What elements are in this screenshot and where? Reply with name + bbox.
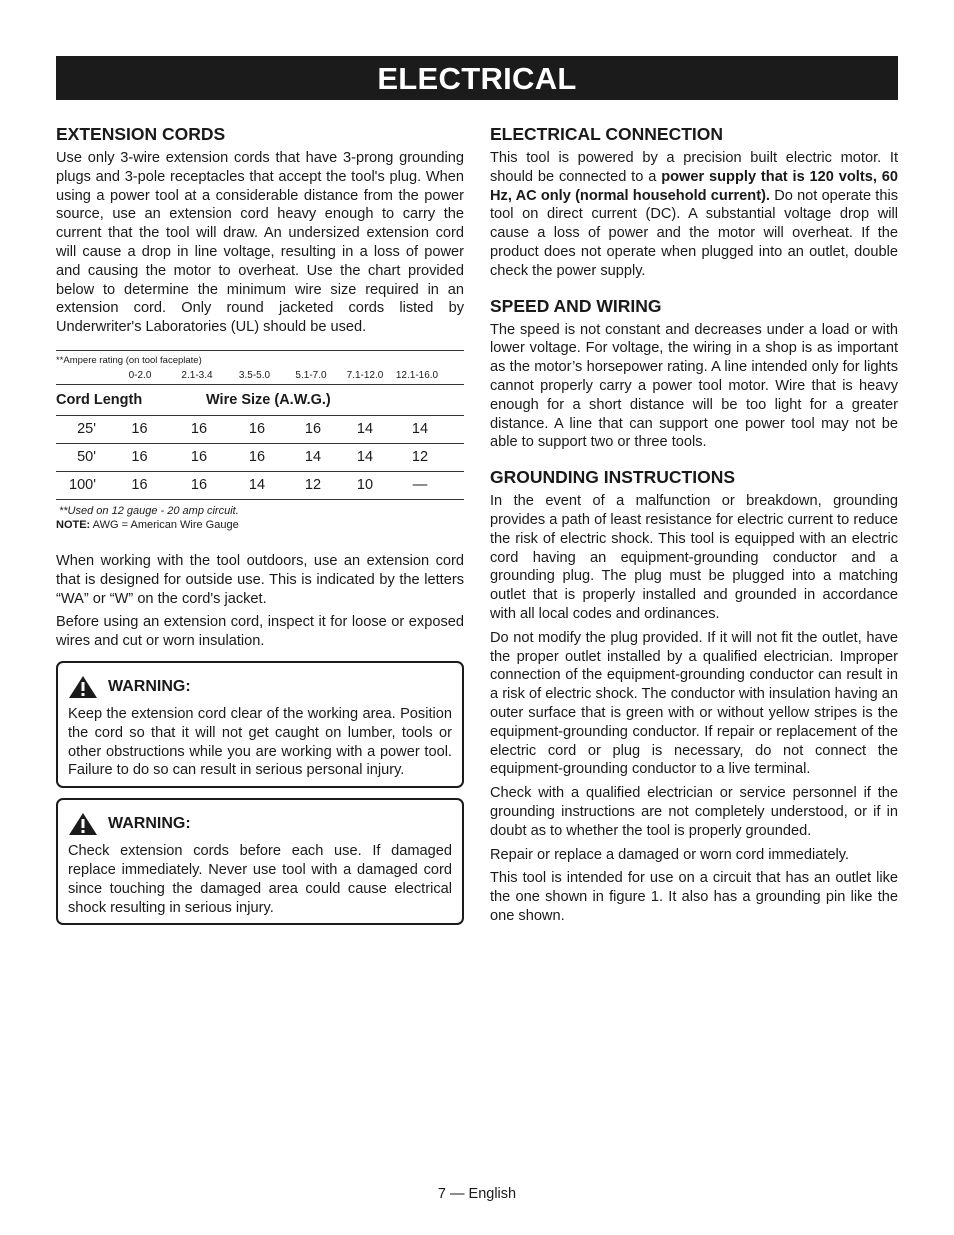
- right-column: [490, 123, 898, 931]
- note-label: NOTE:: [56, 518, 91, 531]
- extension-cords-paragraph: Use only 3-wire extension cords that have 3-prong grounding plugs and 3-pole receptacles that accept the tool's plug. When using a power tool at a considerable distance from the power source, use an extension cord heavy enough to carry the current that the tool will draw. An undersized extension cord will cause a drop in line voltage, resulting in a loss of power and causing the motor to overheat. Use the chart provided below to determine the minimum wire size required in an extension cord. Only round jacketed cords listed by Underwriter's Laboratories (UL) should be used.: [56, 150, 464, 336]
- grounding-paragraph: In the event of a malfunction or breakdown, grounding provides a path of least resistance for electric current to reduce the risk of electric shock. This tool is equipped with an electric cord having an equipment-grounding conductor and a grounding plug. The plug must be plugged into a matching outlet that is properly installed and grounded in accordance with all local codes and ordinances.: [490, 493, 898, 622]
- section-banner: [56, 56, 898, 100]
- grounding-paragraph: Repair or replace a damaged or worn cord immediately.: [490, 846, 850, 863]
- ampere-rating-note: **Ampere rating (on tool faceplate): [56, 354, 202, 366]
- table-row: [56, 472, 464, 500]
- table-header-row: [56, 384, 464, 416]
- table-cell: 25': [77, 421, 96, 438]
- grounding-heading: GROUNDING INSTRUCTIONS: [490, 467, 735, 488]
- table-cell: —: [412, 477, 428, 494]
- table-cell: 16: [190, 421, 208, 438]
- table-cell: 16: [131, 421, 148, 438]
- table-cell: 16: [190, 449, 208, 466]
- table-cell: 16: [131, 449, 148, 466]
- warning-text: Check extension cords before each use. If damaged replace immediately. Never use tool with a damaged cord since touching the damaged area could cause electrical shock resulting in serious injury.: [68, 843, 452, 916]
- cord-length-header: Cord Length: [56, 391, 143, 408]
- ampere-range: 2.1-3.4: [181, 369, 213, 381]
- table-cell: 14: [304, 449, 322, 466]
- warning-label: WARNING:: [108, 815, 191, 833]
- table-cell: 16: [248, 421, 266, 438]
- warning-label: WARNING:: [108, 677, 191, 695]
- table-cell: 10: [356, 477, 374, 494]
- wire-size-table: [56, 350, 464, 532]
- warning-triangle-icon: [68, 812, 98, 836]
- table-note: [56, 518, 464, 532]
- power-supply-requirement: power supply that is 120 volts, 60 Hz, AC only (normal household current).: [490, 168, 898, 204]
- connection-text: Do not operate this tool on direct current (DC). A substantial voltage drop will cause a loss of power and the motor will overheat. If the product does not operate when plugged into an outlet, double check the power supply.: [490, 187, 898, 279]
- table-row: [56, 416, 464, 444]
- table-cell: 14: [356, 421, 374, 438]
- ampere-range: 3.5-5.0: [238, 369, 271, 381]
- table-footnote: **Used on 12 gauge - 20 amp circuit.: [59, 504, 239, 517]
- table-cell: 100': [69, 477, 96, 494]
- wire-size-header: Wire Size (A.W.G.): [206, 391, 331, 408]
- outdoor-use-paragraph: When working with the tool outdoors, use an extension cord that is designed for outside use. This is indicated by the letters “WA” or “W” on the cord's jacket.: [56, 552, 464, 607]
- warning-box-1: [56, 661, 464, 788]
- table-cell: 50': [77, 449, 96, 466]
- connection-text: This tool is powered by a precision built electric motor. It should be connected to a: [490, 150, 898, 185]
- inspect-cord-paragraph: Before using an extension cord, inspect it for loose or exposed wires and cut or worn insulation.: [56, 614, 464, 650]
- table-cell: 12: [304, 477, 322, 494]
- grounding-paragraph: This tool is intended for use on a circuit that has an outlet like the one shown in figure 1. It also has a grounding pin like the one shown.: [490, 870, 898, 924]
- electrical-connection-paragraph: [490, 149, 898, 281]
- speed-wiring-paragraph: The speed is not constant and decreases under a load or with lower voltage. For voltage, the wiring in a shop is as important as the motor’s horsepower rating. A line intended only for lights cannot properly carry a power tool motor. Wire that is heavy enough for a short distance will be too light for a greater distance. A line that can support one power tool may not be able to support two or three tools.: [490, 321, 898, 451]
- note-text: AWG = American Wire Gauge: [90, 518, 239, 531]
- table-cell: 14: [248, 477, 266, 494]
- table-cell: 12: [411, 449, 429, 466]
- table-cell: 16: [190, 477, 208, 494]
- warning-triangle-icon: [68, 675, 98, 699]
- page-number: 7 — English: [437, 1186, 517, 1202]
- extension-cords-heading: EXTENSION CORDS: [56, 124, 226, 144]
- table-row: [56, 444, 464, 472]
- grounding-paragraph: Do not modify the plug provided. If it will not fit the outlet, have the proper outlet installed by a qualified electrician. Improper connection of the equipment-grounding conductor can result in a risk of electric shock. The conductor with insulation having an outer surface that is green with or without yellow stripes is the equipment-grounding conductor. If repair or replacement of the electric cord or plug is necessary, do not connect the equipment-grounding conductor to a live terminal.: [490, 629, 898, 778]
- grounding-paragraph: Check with a qualified electrician or service personnel if the grounding instructions are not completely understood, or if in doubt as to whether the tool is properly grounded.: [490, 785, 898, 839]
- table-cell: 16: [131, 477, 148, 494]
- ampere-range: 0-2.0: [128, 369, 152, 381]
- warning-title: [68, 810, 452, 838]
- left-column: [56, 123, 464, 925]
- table-cell: 16: [304, 421, 322, 438]
- table-cell: 14: [411, 421, 429, 438]
- ampere-range: 5.1-7.0: [295, 369, 327, 381]
- ampere-range: 7.1-12.0: [346, 369, 384, 381]
- warning-text: Keep the extension cord clear of the working area. Position the cord so that it will not get caught on lumber, tools or other obstructions while you are working with a power tool. Failure to do so can result in serious personal injury.: [68, 705, 452, 779]
- table-cell: 14: [356, 449, 374, 466]
- warning-title: [68, 673, 452, 701]
- banner-title: ELECTRICAL: [377, 61, 577, 96]
- table-cell: 16: [248, 449, 266, 466]
- warning-box-2: [56, 798, 464, 925]
- electrical-connection-heading: ELECTRICAL CONNECTION: [490, 124, 724, 144]
- ampere-range: 12.1-16.0: [395, 369, 439, 381]
- ampere-ranges-row: [56, 367, 464, 384]
- speed-wiring-heading: SPEED AND WIRING: [490, 295, 662, 316]
